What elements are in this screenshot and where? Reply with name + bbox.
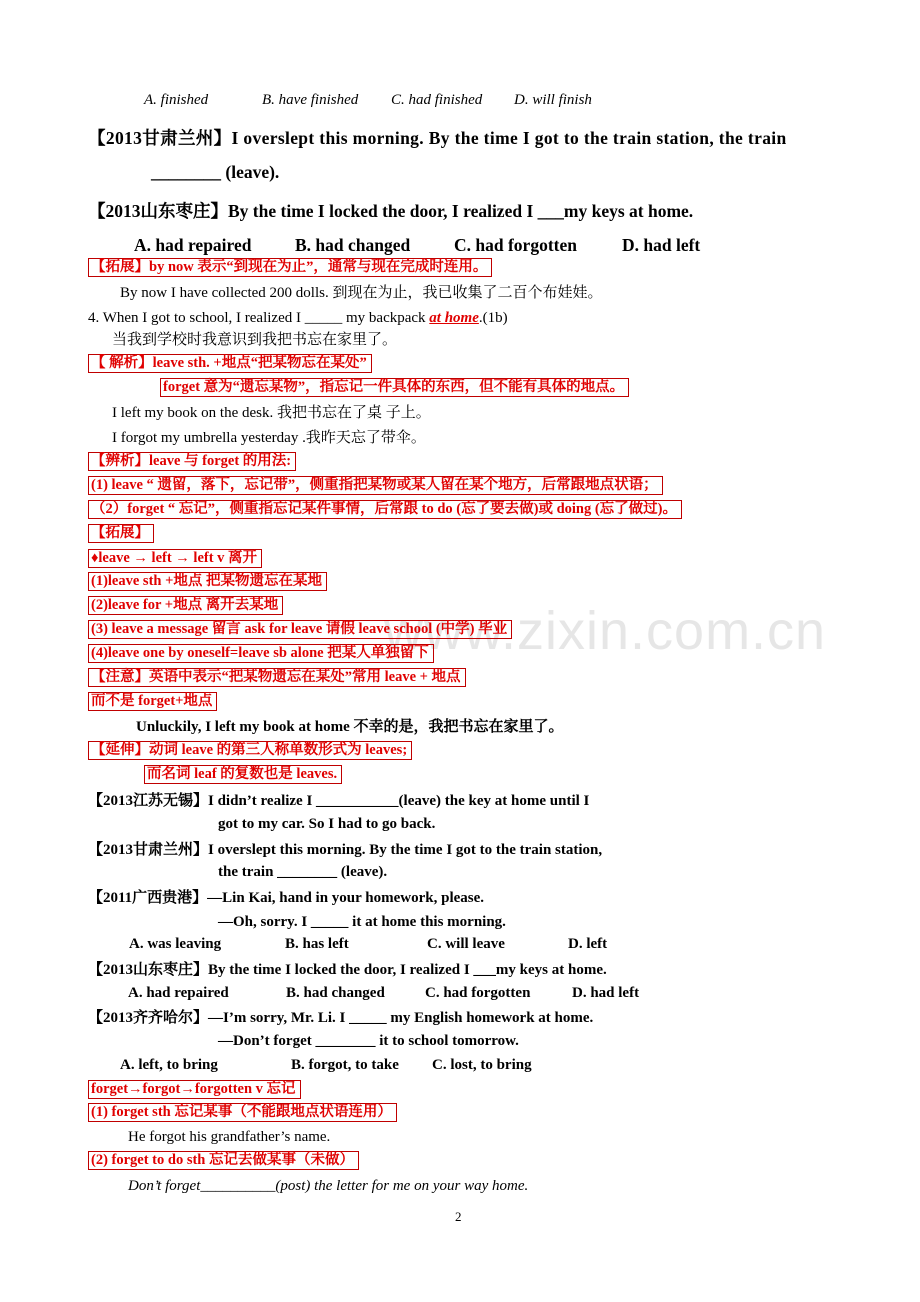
analysis-box-1: 【 解析】leave sth. +地点“把某物忘在某处” bbox=[88, 354, 372, 373]
question-zaozhuang-2-stem: 【2013山东枣庄】By the time I locked the door, I realized I ___my keys at home. bbox=[88, 962, 607, 978]
option-a: A. finished bbox=[144, 92, 209, 108]
watermark: www.zixin.com.cn bbox=[384, 601, 827, 661]
question-qiqihar-line1: 【2013齐齐哈尔】—I’m sorry, Mr. Li. I _____ my English homework at home. bbox=[88, 1010, 594, 1026]
question-zaozhuang-1-options bbox=[134, 235, 700, 256]
by-now-example: By now I have collected 200 dolls. 到现在为止，我已收集了二百个布娃娃。 bbox=[120, 285, 603, 301]
unluckily-example: Unluckily, I left my book at home 不幸的是，我把书忘在家里了。 bbox=[136, 719, 564, 735]
attention-line1: 【注意】英语中表示“把某物遗忘在某处”常用 leave + 地点 bbox=[88, 668, 466, 687]
option-c: C. had forgotten bbox=[454, 235, 577, 255]
distinction-title: 【辨析】leave 与 forget 的用法: bbox=[88, 452, 296, 471]
option-a: A. had repaired bbox=[134, 235, 252, 255]
question-wuxi-line1: 【2013江苏无锡】I didn’t realize I ___________(leave) the key at home until I bbox=[88, 793, 590, 809]
distinction-leave: (1) leave “ 遗留，落下，忘记带”，侧重指把某物或某人留在某个地方，后常跟地点状语； bbox=[88, 476, 663, 495]
option-c: C. will leave bbox=[427, 936, 505, 952]
option-b: B. have finished bbox=[262, 92, 359, 108]
option-c: C. had forgotten bbox=[425, 985, 531, 1001]
question-guigang-line2: —Oh, sorry. I _____ it at home this morning. bbox=[218, 914, 506, 930]
analysis-box-2: forget 意为“遗忘某物”，指忘记一件具体的东西，但不能有具体的地点。 bbox=[160, 378, 629, 397]
extension-item-forms: ♦leave → left → left v 离开 bbox=[88, 549, 262, 568]
option-b: B. had changed bbox=[286, 985, 385, 1001]
example-left-book: I left my book on the desk. 我把书忘在了桌 子上。 bbox=[112, 405, 431, 421]
forget-usage-2: (2) forget to do sth 忘记去做某事（未做） bbox=[88, 1151, 359, 1170]
option-d: D. had left bbox=[622, 235, 701, 255]
option-a: A. had repaired bbox=[128, 985, 229, 1001]
question-wuxi-line2: got to my car. So I had to go back. bbox=[218, 816, 436, 832]
extension-note-line1: 【延伸】动词 leave 的第三人称单数形式为 leaves; bbox=[88, 741, 412, 760]
option-d: D. had left bbox=[572, 985, 640, 1001]
note-by-now: 【拓展】by now 表示“到现在为止”，通常与现在完成时连用。 bbox=[88, 258, 492, 277]
forget-forms: forget→forgot→forgotten v 忘记 bbox=[88, 1080, 301, 1099]
question-lanzhou-1-line1: 【2013甘肃兰州】I overslept this morning. By the time I got to the train station, the train bbox=[88, 128, 787, 148]
option-b: B. had changed bbox=[295, 235, 411, 255]
forget-usage-2-example: Don’t forget__________(post) the letter for me on your way home. bbox=[128, 1178, 529, 1194]
question-4 bbox=[88, 309, 508, 327]
attention-line2: 而不是 forget+地点 bbox=[88, 692, 217, 711]
option-b: B. forgot, to take bbox=[291, 1057, 399, 1073]
question-4-suffix: .(1b) bbox=[478, 310, 508, 326]
extension-item-1: (1)leave sth +地点 把某物遗忘在某地 bbox=[88, 572, 327, 591]
question-qiqihar-line2: —Don’t forget ________ it to school tomorrow. bbox=[218, 1033, 519, 1049]
question-guigang-line1: 【2011广西贵港】—Lin Kai, hand in your homework, please. bbox=[88, 890, 485, 906]
page-number: 2 bbox=[455, 1209, 462, 1224]
question-lanzhou-2-line2: the train ________ (leave). bbox=[218, 864, 388, 880]
option-d: D. left bbox=[568, 936, 608, 952]
forget-usage-1: (1) forget sth 忘记某事（不能跟地点状语连用） bbox=[88, 1103, 397, 1122]
question-4-translation: 当我到学校时我意识到我把书忘在家里了。 bbox=[112, 332, 398, 348]
distinction-forget: （2）forget “ 忘记”，侧重指忘记某件事情，后常跟 to do (忘了要去做)或 doing (忘了做过)。 bbox=[88, 500, 682, 519]
option-b: B. has left bbox=[285, 936, 349, 952]
option-d: D. will finish bbox=[514, 92, 592, 108]
extension-item-3: (3) leave a message 留言 ask for leave 请假 leave school (中学) 毕业 bbox=[88, 620, 512, 639]
option-c: C. lost, to bring bbox=[432, 1057, 532, 1073]
question-zaozhuang-1-stem: 【2013山东枣庄】By the time I locked the door, I realized I ___my keys at home. bbox=[88, 201, 694, 221]
option-a: A. was leaving bbox=[129, 936, 222, 952]
extension-title: 【拓展】 bbox=[88, 524, 154, 543]
question-lanzhou-1-line2: ________ (leave). bbox=[151, 162, 280, 182]
question-zaozhuang-2-options bbox=[128, 984, 639, 1002]
extension-item-4: (4)leave one by oneself=leave sb alone 把某人单独留下 bbox=[88, 644, 434, 663]
top-options bbox=[144, 91, 592, 109]
option-c: C. had finished bbox=[391, 92, 483, 108]
question-lanzhou-2-line1: 【2013甘肃兰州】I overslept this morning. By the time I got to the train station, bbox=[88, 842, 603, 858]
question-4-highlight: at home bbox=[429, 310, 479, 326]
example-forgot-umbrella: I forgot my umbrella yesterday .我昨天忘了带伞。 bbox=[112, 430, 426, 446]
option-a: A. left, to bring bbox=[120, 1057, 218, 1073]
question-4-text: 4. When I got to school, I realized I _____ my backpack bbox=[88, 310, 430, 326]
forget-usage-1-example: He forgot his grandfather’s name. bbox=[128, 1129, 331, 1145]
question-guigang-options bbox=[129, 935, 607, 953]
extension-item-2: (2)leave for +地点 离开去某地 bbox=[88, 596, 283, 615]
question-qiqihar-options bbox=[120, 1056, 532, 1074]
extension-note-line2: 而名词 leaf 的复数也是 leaves. bbox=[144, 765, 342, 784]
